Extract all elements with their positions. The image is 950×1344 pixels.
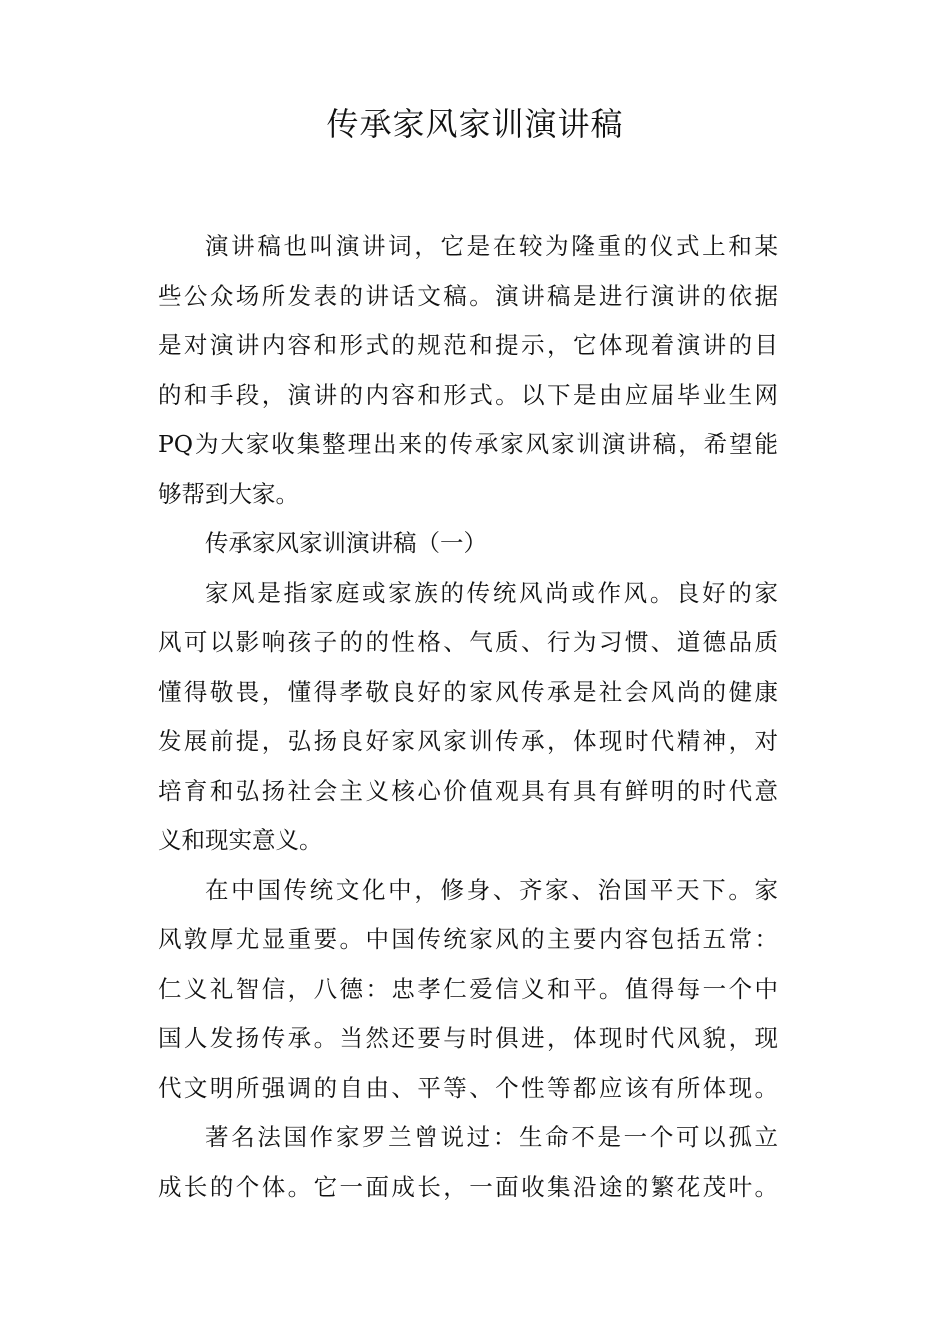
text-line: 义和现实意义。	[158, 826, 323, 854]
text-line: 传承家风家训演讲稿（一）	[205, 529, 487, 557]
paragraph-intro	[158, 222, 778, 519]
text-line: 国人发扬传承。当然还要与时俱进，体现时代风貌，现	[158, 1024, 778, 1052]
text-line: 成长的个体。它一面成长，一面收集沿途的繁花茂叶。	[158, 1172, 778, 1201]
text-line: 风敦厚尤显重要。中国传统家风的主要内容包括五常：	[158, 925, 778, 953]
text-line: 风可以影响孩子的的性格、气质、行为习惯、道德品质	[158, 628, 778, 656]
document-body	[158, 222, 778, 1212]
text-line: 著名法国作家罗兰曾说过：生命不是一个可以孤立	[205, 1123, 778, 1151]
text-line: 懂得敬畏，懂得孝敬良好的家风传承是社会风尚的健康	[158, 677, 778, 706]
text-line: 的和手段，演讲的内容和形式。以下是由应届毕业生网	[158, 380, 778, 409]
text-line: 培育和弘扬社会主义核心价值观具有具有鲜明的时代意	[158, 776, 778, 805]
text-line: PQ为大家收集整理出来的传承家风家训演讲稿，希望能	[158, 430, 778, 458]
paragraph-quote	[158, 1113, 778, 1212]
text-line: 仁义礼智信，八德：忠孝仁爱信义和平。值得每一个中	[158, 974, 778, 1003]
text-line: 些公众场所发表的讲话文稿。演讲稿是进行演讲的依据	[158, 281, 778, 310]
text-line: 演讲稿也叫演讲词，它是在较为隆重的仪式上和某	[205, 232, 778, 260]
text-line: 在中国传统文化中，修身、齐家、治国平天下。家	[205, 875, 778, 904]
text-line: 是对演讲内容和形式的规范和提示，它体现着演讲的目	[158, 331, 778, 359]
text-line: 家风是指家庭或家族的传统风尚或作风。良好的家	[205, 578, 778, 607]
document-title: 传承家风家训演讲稿	[326, 105, 624, 143]
paragraph-tradition	[158, 866, 778, 1114]
text-line: 够帮到大家。	[158, 479, 299, 508]
paragraph-family-style	[158, 569, 778, 866]
text-line: 代文明所强调的自由、平等、个性等都应该有所体现。	[158, 1073, 778, 1102]
text-line: 发展前提，弘扬良好家风家训传承，体现时代精神，对	[158, 727, 778, 755]
section-heading	[158, 519, 778, 569]
